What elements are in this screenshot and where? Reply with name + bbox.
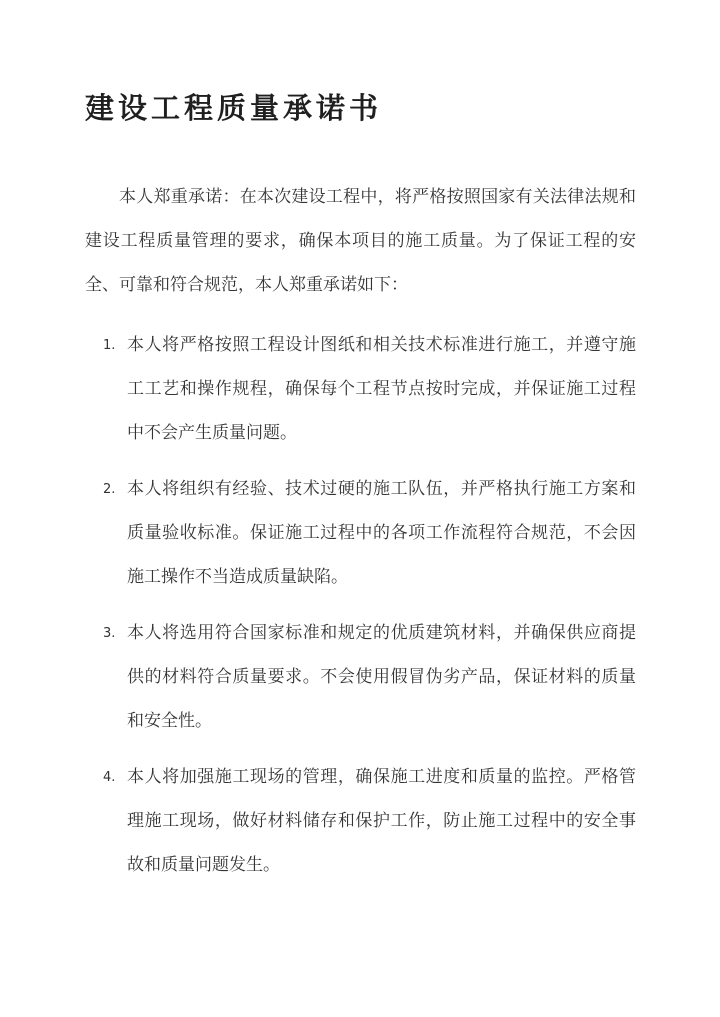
- list-item: [85, 323, 636, 455]
- list-item-text: 本人将选用符合国家标准和规定的优质建筑材料，并确保供应商提供的材料符合质量要求。不会使用假冒伪劣产品，保证材料的质量和安全性。: [127, 623, 636, 731]
- list-item-number: 3.: [103, 626, 116, 641]
- list-item: [85, 467, 636, 599]
- document-title: 建设工程质量承诺书: [85, 91, 383, 125]
- list-item-number: 1.: [103, 338, 116, 353]
- intro-paragraph: 本人郑重承诺：在本次建设工程中，将严格按照国家有关法律法规和建设工程质量管理的要求，确保本项目的施工质量。为了保证工程的安全、可靠和符合规范，本人郑重承诺如下：: [85, 187, 636, 295]
- list-item-number: 4.: [103, 770, 116, 785]
- commitment-list: [85, 323, 636, 887]
- list-item: [85, 611, 636, 743]
- list-item-text: 本人将加强施工现场的管理，确保施工进度和质量的监控。严格管理施工现场，做好材料储存和保护工作，防止施工过程中的安全事故和质量问题发生。: [127, 767, 636, 875]
- list-item-text: 本人将组织有经验、技术过硬的施工队伍，并严格执行施工方案和质量验收标准。保证施工过程中的各项工作流程符合规范，不会因施工操作不当造成质量缺陷。: [127, 479, 636, 587]
- list-item-text: 本人将严格按照工程设计图纸和相关技术标准进行施工，并遵守施工工艺和操作规程，确保每个工程节点按时完成，并保证施工过程中不会产生质量问题。: [127, 335, 636, 443]
- list-item: [85, 755, 636, 887]
- list-item-number: 2.: [103, 482, 116, 497]
